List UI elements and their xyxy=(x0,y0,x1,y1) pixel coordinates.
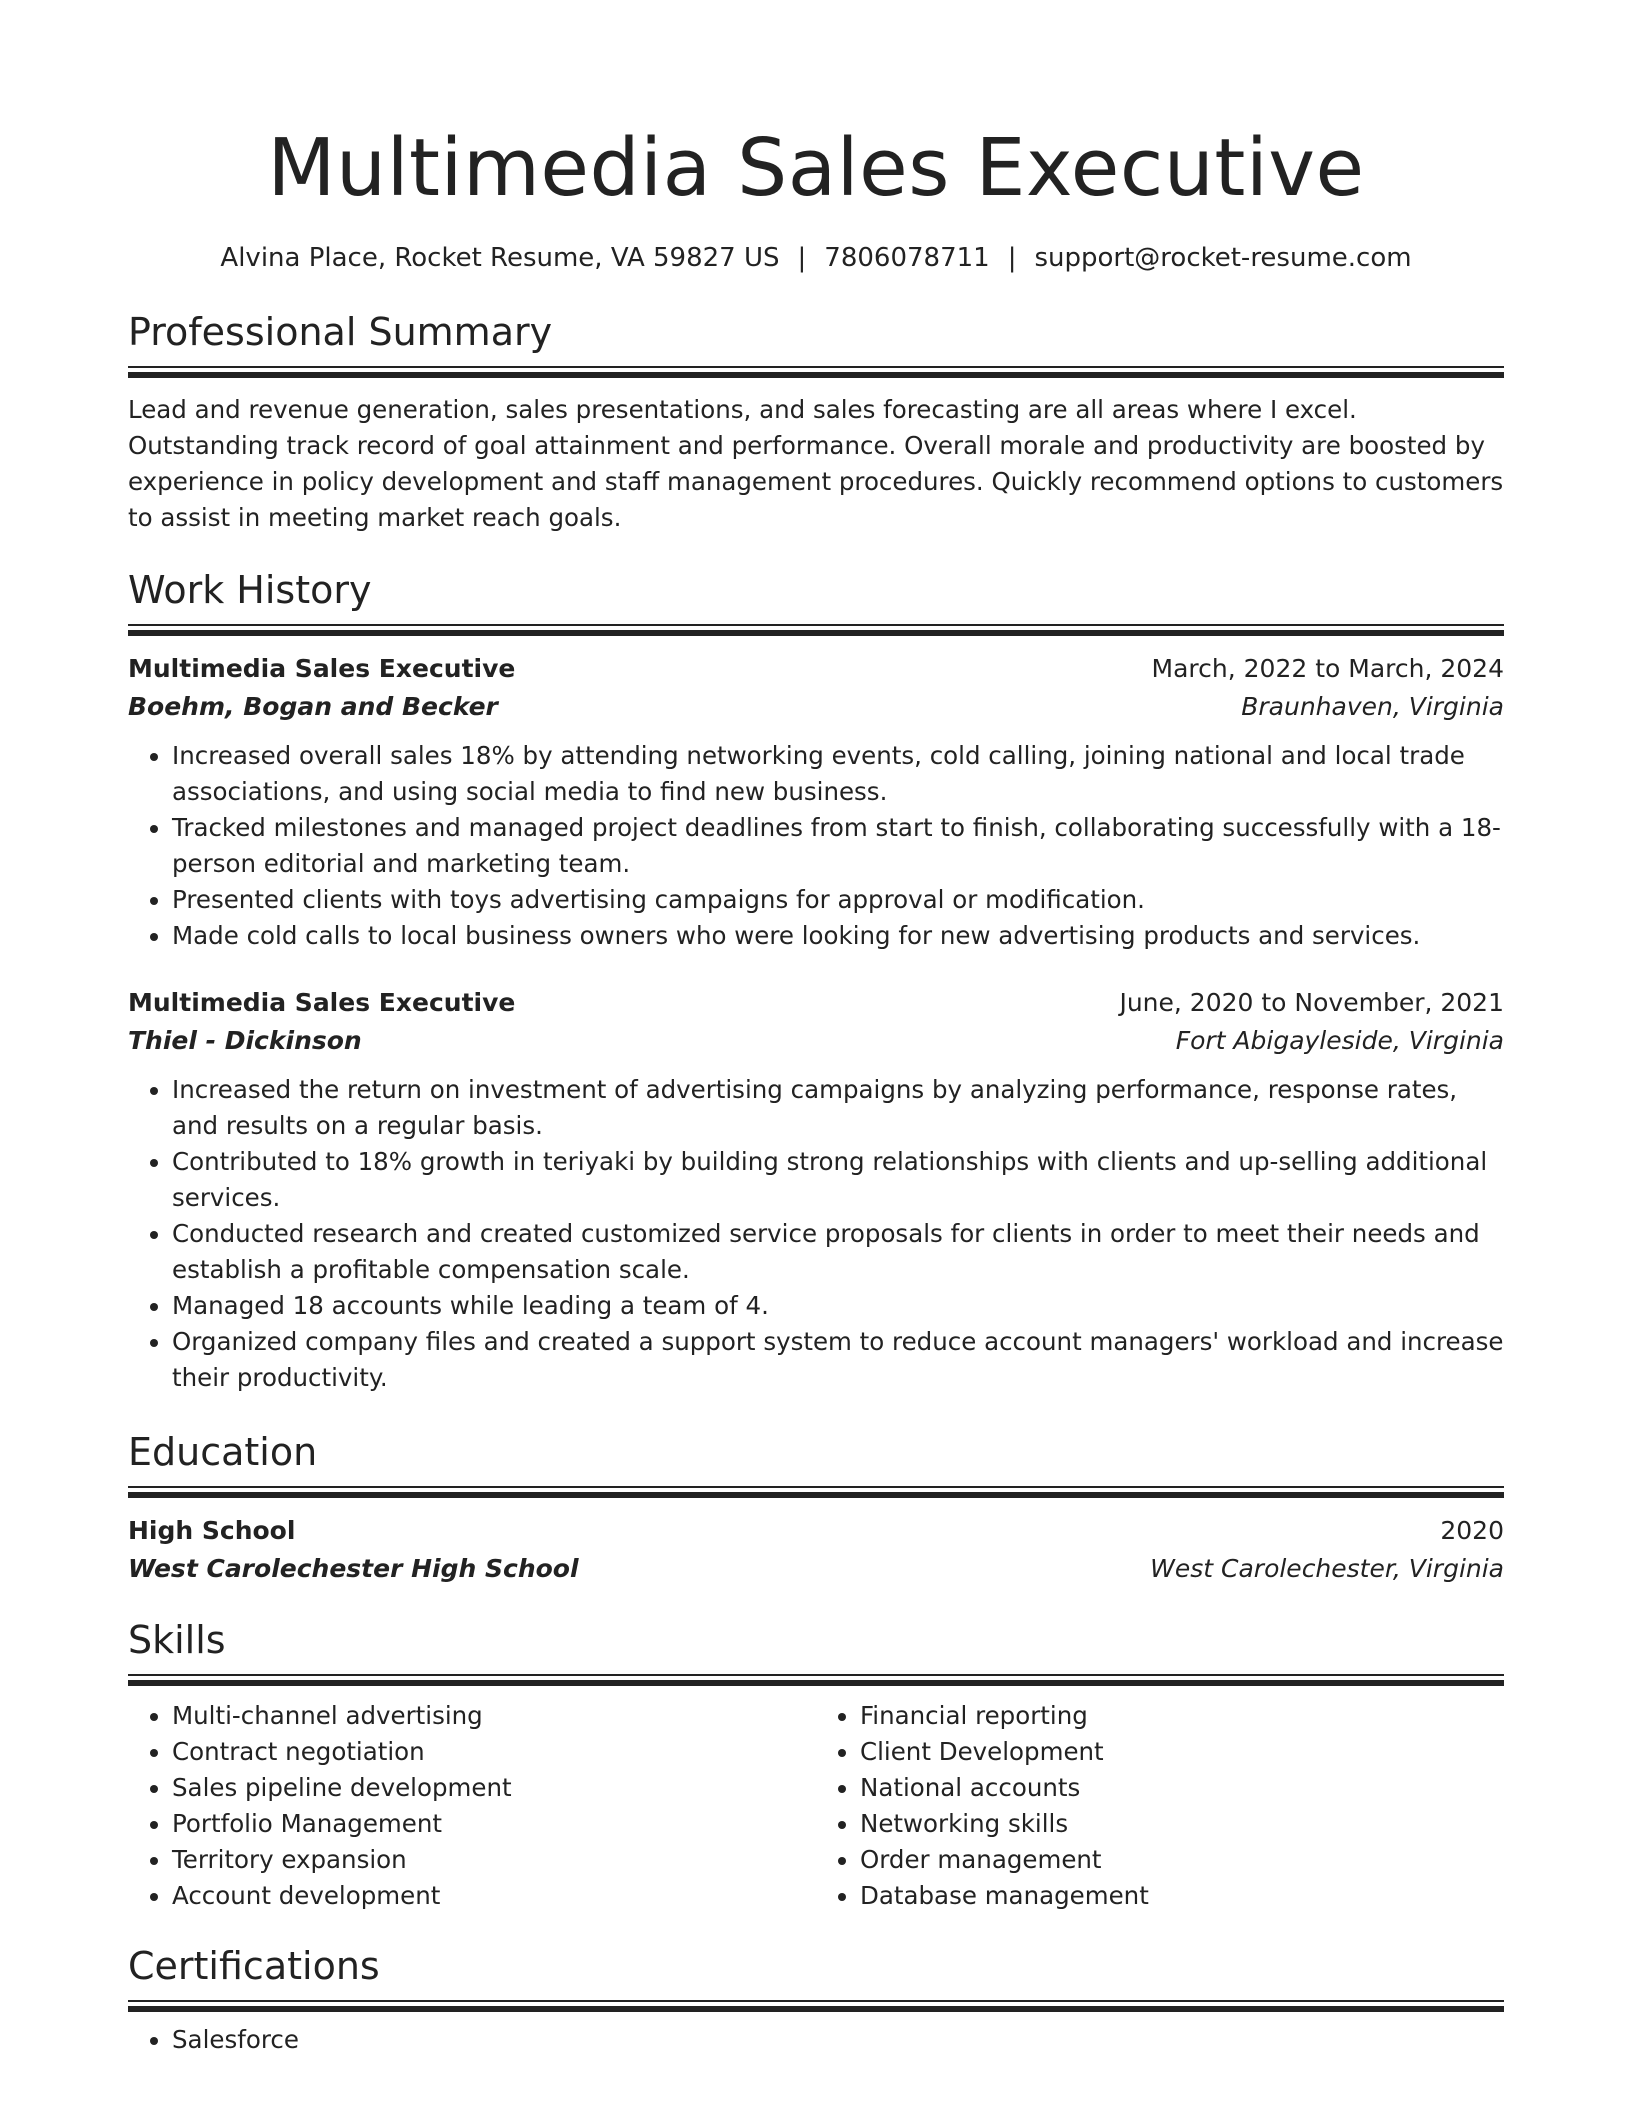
list-item: • Presented clients with toys advertising campaigns for approval or modification. xyxy=(172,882,1504,918)
education-location: West Carolechester, Virginia xyxy=(1150,1554,1504,1583)
job-subheader xyxy=(128,688,1504,726)
list-item: • Territory expansion xyxy=(172,1842,816,1878)
section-divider xyxy=(128,1486,1504,1498)
list-item: • Contributed to 18% growth in teriyaki by building strong relationships with clients and up-selling additional services. xyxy=(172,1144,1504,1216)
list-item: • Portfolio Management xyxy=(172,1806,816,1842)
section-divider xyxy=(128,366,1504,378)
work-section xyxy=(128,566,1504,1396)
list-item: • Multi-channel advertising xyxy=(172,1698,816,1734)
job-bullets xyxy=(128,738,1504,954)
list-item: • Account development xyxy=(172,1878,816,1914)
education-subheader xyxy=(128,1550,1504,1588)
contact-separator: | xyxy=(1007,243,1017,273)
job-bullets xyxy=(128,1072,1504,1396)
list-item: • National accounts xyxy=(860,1770,1504,1806)
job-location: Braunhaven, Virginia xyxy=(1241,692,1504,721)
contact-email: support@rocket-resume.com xyxy=(1034,243,1412,273)
list-item: • Database management xyxy=(860,1878,1504,1914)
skills-columns xyxy=(128,1698,1504,1914)
list-item: • Increased the return on investment of advertising campaigns by analyzing performance, response rates, and results on a regular basis. xyxy=(172,1072,1504,1144)
list-item: • Managed 18 accounts while leading a team of 4. xyxy=(172,1288,1504,1324)
education-heading: Education xyxy=(128,1430,318,1474)
job-role: Multimedia Sales Executive xyxy=(128,988,516,1017)
list-item: • Order management xyxy=(860,1842,1504,1878)
job-header xyxy=(128,650,1504,688)
education-entry xyxy=(128,1512,1504,1588)
list-item: • Contract negotiation xyxy=(172,1734,816,1770)
summary-heading: Professional Summary xyxy=(128,310,553,354)
job-company: Boehm, Bogan and Becker xyxy=(128,692,498,721)
job-role: Multimedia Sales Executive xyxy=(128,654,516,683)
certifications-section xyxy=(128,1942,1504,2058)
list-item: • Sales pipeline development xyxy=(172,1770,816,1806)
list-item: • Increased overall sales 18% by attending networking events, cold calling, joining national and local trade associations, and using social media to find new business. xyxy=(172,738,1504,810)
contact-line xyxy=(128,240,1504,276)
job-dates: March, 2022 to March, 2024 xyxy=(1151,654,1504,683)
contact-phone: 7806078711 xyxy=(824,243,990,273)
summary-section xyxy=(128,308,1504,536)
list-item: • Networking skills xyxy=(860,1806,1504,1842)
skills-right-list xyxy=(816,1698,1504,1914)
list-item: • Tracked milestones and managed project deadlines from start to finish, collaborating successfully with a 18-person editorial and marketing team. xyxy=(172,810,1504,882)
job-company: Thiel - Dickinson xyxy=(128,1026,362,1055)
list-item: • Client Development xyxy=(860,1734,1504,1770)
job-location: Fort Abigayleside, Virginia xyxy=(1175,1026,1504,1055)
contact-separator: | xyxy=(797,243,807,273)
summary-text: Lead and revenue generation, sales presentations, and sales forecasting are all areas where I excel. Outstanding track record of goal attainment and performance. Overall morale and productivity are boosted by experience in policy development and staff management procedures. Quickly recommend options to customers to assist in meeting market reach goals. xyxy=(128,395,1504,532)
education-school: West Carolechester High School xyxy=(128,1554,579,1583)
contact-address: Alvina Place, Rocket Resume, VA 59827 US xyxy=(220,243,780,273)
work-heading: Work History xyxy=(128,568,372,612)
skills-heading: Skills xyxy=(128,1618,226,1662)
section-divider xyxy=(128,2000,1504,2012)
list-item: • Organized company files and created a support system to reduce account managers' workload and increase their productivity. xyxy=(172,1324,1504,1396)
list-item: • Salesforce xyxy=(172,2022,1504,2058)
job-entry xyxy=(128,650,1504,954)
section-divider xyxy=(128,624,1504,636)
job-subheader xyxy=(128,1022,1504,1060)
education-year: 2020 xyxy=(1440,1516,1504,1545)
education-degree: High School xyxy=(128,1516,296,1545)
education-section xyxy=(128,1428,1504,1588)
job-entry xyxy=(128,984,1504,1396)
list-item: • Conducted research and created customized service proposals for clients in order to meet their needs and establish a profitable compensation scale. xyxy=(172,1216,1504,1288)
skills-section xyxy=(128,1616,1504,1914)
list-item: • Financial reporting xyxy=(860,1698,1504,1734)
job-dates: June, 2020 to November, 2021 xyxy=(1119,988,1504,1017)
job-header xyxy=(128,984,1504,1022)
list-item: • Made cold calls to local business owners who were looking for new advertising products and services. xyxy=(172,918,1504,954)
section-divider xyxy=(128,1674,1504,1686)
certifications-list xyxy=(128,2022,1504,2058)
page-title: Multimedia Sales Executive xyxy=(267,122,1365,214)
certifications-heading: Certifications xyxy=(128,1944,380,1988)
education-header xyxy=(128,1512,1504,1550)
skills-left-list xyxy=(128,1698,816,1914)
